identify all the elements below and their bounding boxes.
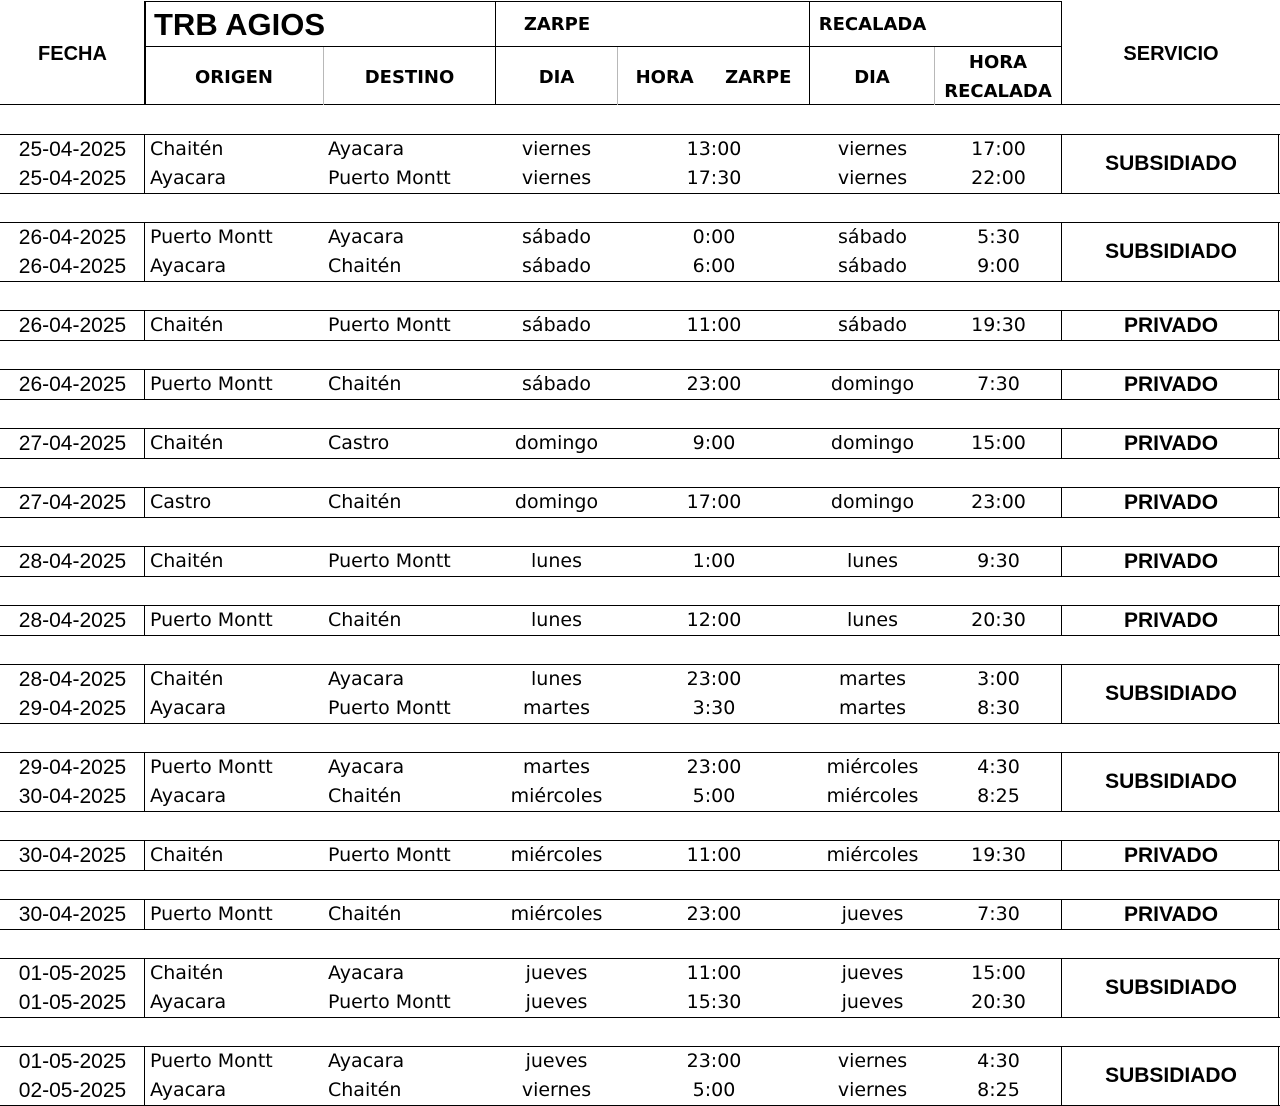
group-bottom-border: [0, 576, 1280, 577]
service-badge: SUBSIDIADO: [1105, 976, 1237, 999]
cell-dia-zarpe: sábado: [522, 373, 591, 395]
cell-dia-recalada: lunes: [847, 609, 898, 631]
cell-origen: Ayacara: [150, 167, 227, 189]
cell-fecha: 28-04-2025: [18, 550, 127, 573]
cell-destino: Puerto Montt: [328, 697, 451, 719]
header-mid-border: [145, 46, 1062, 47]
cell-hora-recalada: 8:30: [977, 697, 1020, 719]
cell-dia-recalada: jueves: [841, 991, 904, 1013]
cell-dia-recalada: viernes: [837, 1079, 908, 1101]
cell-hora-recalada: 19:30: [971, 844, 1026, 866]
cell-destino: Puerto Montt: [328, 991, 451, 1013]
cell-destino: Ayacara: [328, 962, 405, 984]
service-badge: PRIVADO: [1123, 844, 1219, 867]
cell-hora-recalada: 20:30: [971, 991, 1026, 1013]
cell-dia-recalada: miércoles: [826, 756, 919, 778]
header-top-border: [145, 1, 1062, 2]
cell-dia-zarpe: miércoles: [510, 785, 603, 807]
cell-hora-recalada: 8:25: [977, 1079, 1020, 1101]
cell-dia-recalada: sábado: [838, 314, 907, 336]
cell-dia-recalada: lunes: [847, 550, 898, 572]
cell-hora-recalada: 7:30: [977, 373, 1020, 395]
cell-fecha: 29-04-2025: [18, 697, 127, 720]
cell-origen: Ayacara: [150, 697, 227, 719]
service-badge: SUBSIDIADO: [1105, 152, 1237, 175]
cell-destino: Chaitén: [328, 491, 402, 513]
cell-destino: Ayacara: [328, 138, 405, 160]
cell-destino: Chaitén: [328, 373, 402, 395]
group-bottom-border: [0, 340, 1280, 341]
cell-hora-zarpe: 5:00: [692, 785, 736, 807]
cell-dia-recalada: miércoles: [826, 785, 919, 807]
cell-hora-zarpe: 9:00: [692, 432, 736, 454]
cell-fecha: 27-04-2025: [18, 432, 127, 455]
cell-hora-zarpe: 11:00: [686, 844, 742, 866]
cell-dia-zarpe: jueves: [525, 1050, 588, 1072]
cell-hora-zarpe: 11:00: [686, 314, 742, 336]
cell-hora-recalada: 4:30: [977, 756, 1020, 778]
cell-dia-zarpe: domingo: [514, 491, 599, 513]
cell-dia-zarpe: viernes: [521, 167, 592, 189]
service-badge: SUBSIDIADO: [1105, 240, 1237, 263]
cell-hora-zarpe: 17:00: [686, 491, 742, 513]
cell-dia-recalada: miércoles: [826, 844, 919, 866]
cell-hora-zarpe: 23:00: [686, 756, 742, 778]
group-bottom-border: [0, 929, 1280, 930]
cell-hora-recalada: 19:30: [971, 314, 1026, 336]
cell-dia-zarpe: sábado: [522, 255, 591, 277]
cell-origen: Puerto Montt: [150, 226, 273, 248]
header-hora-recalada-line1: HORA: [968, 52, 1028, 73]
group-bottom-border: [0, 458, 1280, 459]
cell-fecha: 26-04-2025: [18, 373, 127, 396]
header-recalada: RECALADA: [818, 14, 927, 35]
cell-hora-zarpe: 13:00: [686, 138, 742, 160]
cell-fecha: 28-04-2025: [18, 668, 127, 691]
cell-hora-zarpe: 12:00: [686, 609, 742, 631]
service-badge: PRIVADO: [1123, 609, 1219, 632]
cell-hora-recalada: 15:00: [971, 432, 1026, 454]
group-bottom-border: [0, 635, 1280, 636]
cell-hora-recalada: 17:00: [971, 138, 1026, 160]
cell-fecha: 01-05-2025: [18, 962, 127, 985]
service-badge: PRIVADO: [1123, 373, 1219, 396]
cell-fecha: 01-05-2025: [18, 1050, 127, 1073]
cell-origen: Ayacara: [150, 255, 227, 277]
cell-hora-recalada: 8:25: [977, 785, 1020, 807]
cell-hora-zarpe: 6:00: [692, 255, 736, 277]
cell-origen: Ayacara: [150, 1079, 227, 1101]
cell-origen: Chaitén: [150, 550, 224, 572]
cell-fecha: 30-04-2025: [18, 785, 127, 808]
header-zarpe: ZARPE: [523, 14, 591, 35]
cell-fecha: 29-04-2025: [18, 756, 127, 779]
cell-dia-recalada: viernes: [837, 1050, 908, 1072]
cell-hora-zarpe: 23:00: [686, 373, 742, 395]
cell-destino: Ayacara: [328, 756, 405, 778]
cell-dia-zarpe: miércoles: [510, 903, 603, 925]
cell-fecha: 26-04-2025: [18, 314, 127, 337]
cell-destino: Ayacara: [328, 668, 405, 690]
cell-origen: Chaitén: [150, 138, 224, 160]
cell-hora-zarpe: 15:30: [686, 991, 742, 1013]
cell-hora-recalada: 20:30: [971, 609, 1026, 631]
header-origen: ORIGEN: [195, 67, 273, 88]
cell-hora-recalada: 5:30: [977, 226, 1020, 248]
group-bottom-border: [0, 811, 1280, 812]
cell-dia-recalada: domingo: [830, 432, 915, 454]
cell-destino: Puerto Montt: [328, 550, 451, 572]
cell-dia-zarpe: domingo: [514, 432, 599, 454]
service-badge: PRIVADO: [1123, 550, 1219, 573]
cell-origen: Castro: [150, 491, 212, 513]
cell-dia-zarpe: viernes: [521, 1079, 592, 1101]
cell-destino: Castro: [328, 432, 390, 454]
cell-fecha: 25-04-2025: [18, 138, 127, 161]
header-servicio: SERVICIO: [1123, 43, 1219, 65]
cell-origen: Chaitén: [150, 668, 224, 690]
cell-dia-recalada: viernes: [837, 167, 908, 189]
header-dia-recalada: DIA: [854, 67, 890, 88]
cell-destino: Ayacara: [328, 1050, 405, 1072]
cell-dia-recalada: sábado: [838, 226, 907, 248]
service-badge: PRIVADO: [1123, 491, 1219, 514]
header-destino: DESTINO: [364, 67, 455, 88]
cell-origen: Chaitén: [150, 314, 224, 336]
cell-dia-recalada: martes: [838, 668, 906, 690]
cell-dia-zarpe: martes: [522, 697, 590, 719]
header-bottom-border: [0, 104, 1280, 105]
cell-destino: Chaitén: [328, 255, 402, 277]
service-badge: PRIVADO: [1123, 903, 1219, 926]
cell-destino: Chaitén: [328, 903, 402, 925]
cell-dia-zarpe: miércoles: [510, 844, 603, 866]
cell-origen: Chaitén: [150, 432, 224, 454]
cell-destino: Chaitén: [328, 609, 402, 631]
cell-fecha: 26-04-2025: [18, 226, 127, 249]
service-badge: SUBSIDIADO: [1105, 682, 1237, 705]
cell-fecha: 27-04-2025: [18, 491, 127, 514]
service-badge: SUBSIDIADO: [1105, 770, 1237, 793]
cell-hora-zarpe: 11:00: [686, 962, 742, 984]
cell-hora-zarpe: 23:00: [686, 1050, 742, 1072]
cell-origen: Puerto Montt: [150, 609, 273, 631]
cell-hora-recalada: 15:00: [971, 962, 1026, 984]
cell-dia-zarpe: lunes: [531, 609, 582, 631]
cell-dia-zarpe: martes: [522, 756, 590, 778]
cell-fecha: 30-04-2025: [18, 844, 127, 867]
cell-fecha: 26-04-2025: [18, 255, 127, 278]
group-bottom-border: [0, 870, 1280, 871]
cell-hora-zarpe: 23:00: [686, 668, 742, 690]
service-badge: PRIVADO: [1123, 314, 1219, 337]
cell-fecha: 25-04-2025: [18, 167, 127, 190]
cell-destino: Puerto Montt: [328, 314, 451, 336]
group-bottom-border: [0, 517, 1280, 518]
cell-origen: Puerto Montt: [150, 903, 273, 925]
cell-dia-recalada: viernes: [837, 138, 908, 160]
cell-dia-zarpe: jueves: [525, 991, 588, 1013]
cell-dia-recalada: martes: [838, 697, 906, 719]
service-badge: SUBSIDIADO: [1105, 1064, 1237, 1087]
cell-dia-recalada: jueves: [841, 903, 904, 925]
cell-hora-recalada: 9:00: [977, 255, 1020, 277]
cell-hora-zarpe: 3:30: [692, 697, 736, 719]
cell-hora-zarpe: 5:00: [692, 1079, 736, 1101]
cell-hora-recalada: 23:00: [971, 491, 1026, 513]
service-badge: PRIVADO: [1123, 432, 1219, 455]
cell-fecha: 01-05-2025: [18, 991, 127, 1014]
cell-hora-recalada: 7:30: [977, 903, 1020, 925]
cell-hora-recalada: 3:00: [977, 668, 1020, 690]
cell-dia-zarpe: lunes: [531, 668, 582, 690]
header-hora-zarpe: HORA ZARPE: [635, 67, 792, 88]
cell-dia-zarpe: jueves: [525, 962, 588, 984]
cell-hora-zarpe: 23:00: [686, 903, 742, 925]
vessel-title: TRB AGIOS: [154, 7, 326, 42]
cell-destino: Puerto Montt: [328, 844, 451, 866]
cell-fecha: 30-04-2025: [18, 903, 127, 926]
cell-hora-zarpe: 0:00: [692, 226, 736, 248]
cell-dia-recalada: sábado: [838, 255, 907, 277]
cell-hora-recalada: 22:00: [971, 167, 1026, 189]
group-bottom-border: [0, 193, 1280, 194]
cell-dia-recalada: domingo: [830, 491, 915, 513]
header-hora-recalada-line2: RECALADA: [944, 81, 1052, 102]
cell-dia-zarpe: lunes: [531, 550, 582, 572]
cell-fecha: 28-04-2025: [18, 609, 127, 632]
cell-hora-recalada: 4:30: [977, 1050, 1020, 1072]
cell-hora-zarpe: 1:00: [692, 550, 736, 572]
cell-destino: Chaitén: [328, 785, 402, 807]
cell-origen: Chaitén: [150, 962, 224, 984]
cell-dia-recalada: domingo: [830, 373, 915, 395]
cell-hora-zarpe: 17:30: [686, 167, 742, 189]
header-fecha: FECHA: [38, 43, 107, 65]
cell-hora-recalada: 9:30: [977, 550, 1020, 572]
cell-destino: Chaitén: [328, 1079, 402, 1101]
cell-origen: Puerto Montt: [150, 373, 273, 395]
group-bottom-border: [0, 399, 1280, 400]
cell-destino: Ayacara: [328, 226, 405, 248]
cell-dia-zarpe: viernes: [521, 138, 592, 160]
cell-origen: Puerto Montt: [150, 756, 273, 778]
cell-origen: Ayacara: [150, 991, 227, 1013]
cell-destino: Puerto Montt: [328, 167, 451, 189]
cell-origen: Ayacara: [150, 785, 227, 807]
cell-fecha: 02-05-2025: [18, 1079, 127, 1102]
group-bottom-border: [0, 723, 1280, 724]
group-bottom-border: [0, 1017, 1280, 1018]
header-dia-zarpe: DIA: [538, 67, 575, 88]
cell-dia-zarpe: sábado: [522, 226, 591, 248]
cell-origen: Puerto Montt: [150, 1050, 273, 1072]
cell-dia-recalada: jueves: [841, 962, 904, 984]
cell-dia-zarpe: sábado: [522, 314, 591, 336]
group-bottom-border: [0, 281, 1280, 282]
cell-origen: Chaitén: [150, 844, 224, 866]
